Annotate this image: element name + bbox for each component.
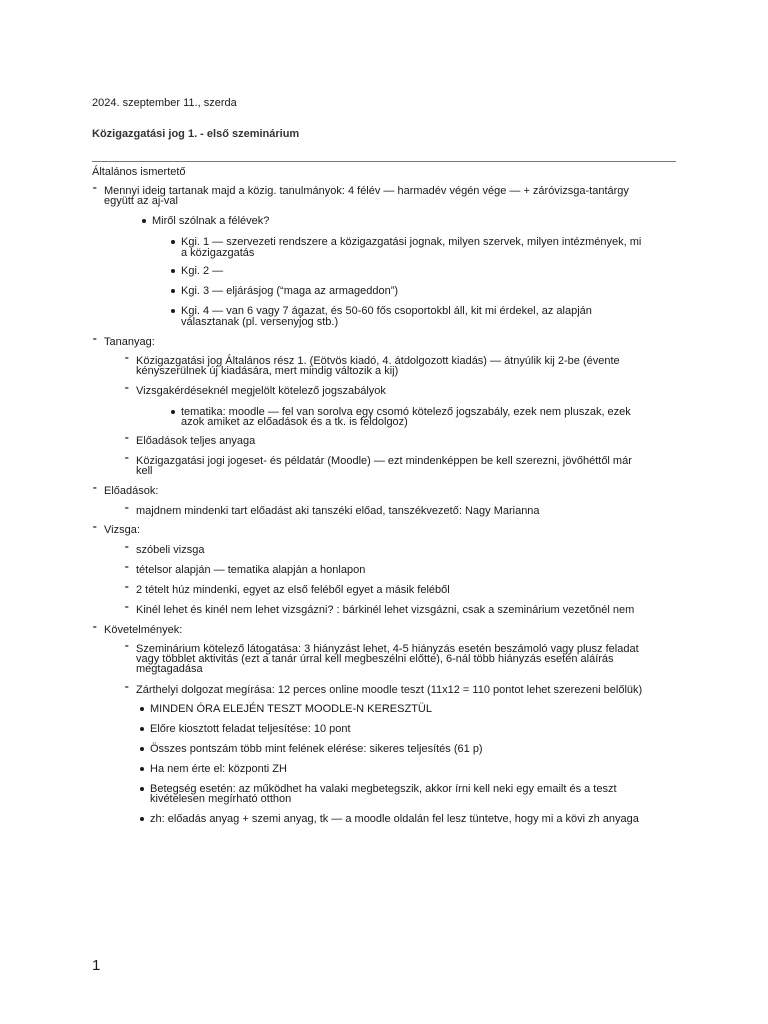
- dash-bullet: ⁃: [124, 562, 130, 574]
- dot-bullet: [140, 747, 144, 751]
- dot-bullet: [140, 817, 144, 821]
- dot-bullet: [140, 707, 144, 711]
- dash-bullet: ⁃: [92, 483, 98, 495]
- dash-bullet: ⁃: [92, 522, 98, 534]
- item-heading: Követelmények:: [104, 624, 183, 636]
- item-text-line: azok amiket az előadások és a tk. is feldolgoz): [181, 416, 408, 428]
- dot-bullet: [140, 727, 144, 731]
- item-text-line: Előre kiosztott feladat teljesítése: 10 pont: [150, 723, 351, 735]
- item-text-line: Közigazgatási jogi jogeset- és példatár (Moodle) — ezt mindenképpen be kell szerezni, jövőhéttől már: [136, 455, 632, 467]
- title-divider: [92, 161, 676, 162]
- item-text-line: választanak (pl. versenyjog stb.): [181, 316, 339, 328]
- item-text-line: Összes pontszám több mint felének elérése: sikeres teljesítés (61 p): [150, 743, 483, 755]
- dash-bullet: ⁃: [124, 602, 130, 614]
- dash-bullet: ⁃: [124, 503, 130, 515]
- item-text-line: Mennyi ideig tartanak majd a közig. tanulmányok: 4 félév — harmadév végén vége — + záróvizsga-tantárgy: [104, 185, 629, 197]
- dot-bullet: [140, 787, 144, 791]
- item-text-line: Előadások teljes anyaga: [136, 435, 256, 447]
- dash-bullet: ⁃: [124, 353, 130, 365]
- item-text-line: MINDEN ÓRA ELEJÉN TESZT MOODLE-N KERESZTÜL: [150, 703, 432, 715]
- item-text-line: Kinél lehet és kinél nem lehet vizsgázni? : bárkinél lehet vizsgázni, csak a szeminárium vezetőnél nem: [136, 604, 635, 616]
- item-text-line: Szeminárium kötelező látogatása: 3 hiányzást lehet, 4-5 hiányzás esetén beszámoló vagy plusz feladat: [136, 643, 639, 655]
- dash-bullet: ⁃: [124, 433, 130, 445]
- dot-bullet: [140, 767, 144, 771]
- dash-bullet: ⁃: [124, 542, 130, 554]
- item-text-line: vagy többlet aktivitás (ezt a tanár úrral kell megbeszélni előtte), 6-nál több hiányzás esetén aláírás: [136, 653, 614, 665]
- dash-bullet: ⁃: [92, 183, 98, 195]
- item-text-line: kell: [136, 465, 153, 477]
- item-text-line: Ha nem érte el: központi ZH: [150, 763, 287, 775]
- item-text-line: 2 tételt húz mindenki, egyet az első feléből egyet a másik feléből: [136, 584, 450, 596]
- item-text-line: Vizsgakérdéseknél megjelölt kötelező jogszabályok: [136, 385, 386, 397]
- item-text-line: tételsor alapján — tematika alapján a honlapon: [136, 564, 366, 576]
- dash-bullet: ⁃: [92, 334, 98, 346]
- item-text-line: Zárthelyi dolgozat megírása: 12 perces online moodle teszt (11x12 = 110 pontot lehet szerezeni belőlük): [136, 684, 643, 696]
- item-text-line: zh: előadás anyag + szemi anyag, tk — a moodle oldalán fel lesz tüntetve, hogy mi a kövi zh anyaga: [150, 813, 639, 825]
- document-date: 2024. szeptember 11., szerda: [92, 97, 237, 109]
- item-text-line: majdnem mindenki tart előadást aki tanszéki előad, tanszékvezető: Nagy Marianna: [136, 505, 540, 517]
- dot-bullet: [171, 289, 175, 293]
- dash-bullet: ⁃: [124, 582, 130, 594]
- dash-bullet: ⁃: [92, 622, 98, 634]
- dot-bullet: [171, 269, 175, 273]
- item-heading: Vizsga:: [104, 524, 140, 536]
- item-text-line: kényszerülnek új kiadására, mert mindig változik a kij): [136, 365, 399, 377]
- dash-bullet: ⁃: [124, 383, 130, 395]
- dot-bullet: [171, 309, 175, 313]
- item-heading: Tananyag:: [104, 336, 155, 348]
- item-text-line: Betegség esetén: az működhet ha valaki megbetegszik, akkor írni kell neki egy emailt és a teszt: [150, 783, 617, 795]
- document-title: Közigazgatási jog 1. - első szeminárium: [92, 128, 300, 140]
- dot-bullet: [171, 410, 175, 414]
- dash-bullet: ⁃: [124, 453, 130, 465]
- section-heading: Általános ismertető: [92, 166, 186, 178]
- item-text-line: kivételesen megírható otthon: [150, 793, 292, 805]
- item-heading: Előadások:: [104, 485, 159, 497]
- page-number: 1: [92, 957, 101, 974]
- item-text-line: Kgi. 4 — van 6 vagy 7 ágazat, és 50-60 fős csoportokbl áll, kit mi érdekel, az alapján: [181, 305, 592, 317]
- item-text-line: a közigazgatás: [181, 247, 255, 259]
- dot-bullet: [171, 240, 175, 244]
- item-text-line: Kgi. 1 — szervezeti rendszere a közigazgatási jognak, milyen szervek, milyen intézmények, mi: [181, 236, 642, 248]
- dash-bullet: ⁃: [124, 682, 130, 694]
- item-text-line: Kgi. 3 — eljárásjog (“maga az armageddon”): [181, 285, 399, 297]
- dot-bullet: [142, 219, 146, 223]
- item-text-line: Kgi. 2 —: [181, 265, 224, 277]
- item-text-line: Közigazgatási jog Általános rész 1. (Eötvös kiadó, 4. átdolgozott kiadás) — átnyúlik kij 2-be (évente: [136, 355, 620, 367]
- dash-bullet: ⁃: [124, 641, 130, 653]
- item-text-line: együtt az aj-val: [104, 195, 178, 207]
- item-text-line: szóbeli vizsga: [136, 544, 205, 556]
- item-text-line: megtagadása: [136, 663, 203, 675]
- item-text-line: tematika: moodle — fel van sorolva egy csomó kötelező jogszabály, ezek nem pluszak, ezek: [181, 406, 631, 418]
- item-text-line: Miről szólnak a félévek?: [152, 215, 270, 227]
